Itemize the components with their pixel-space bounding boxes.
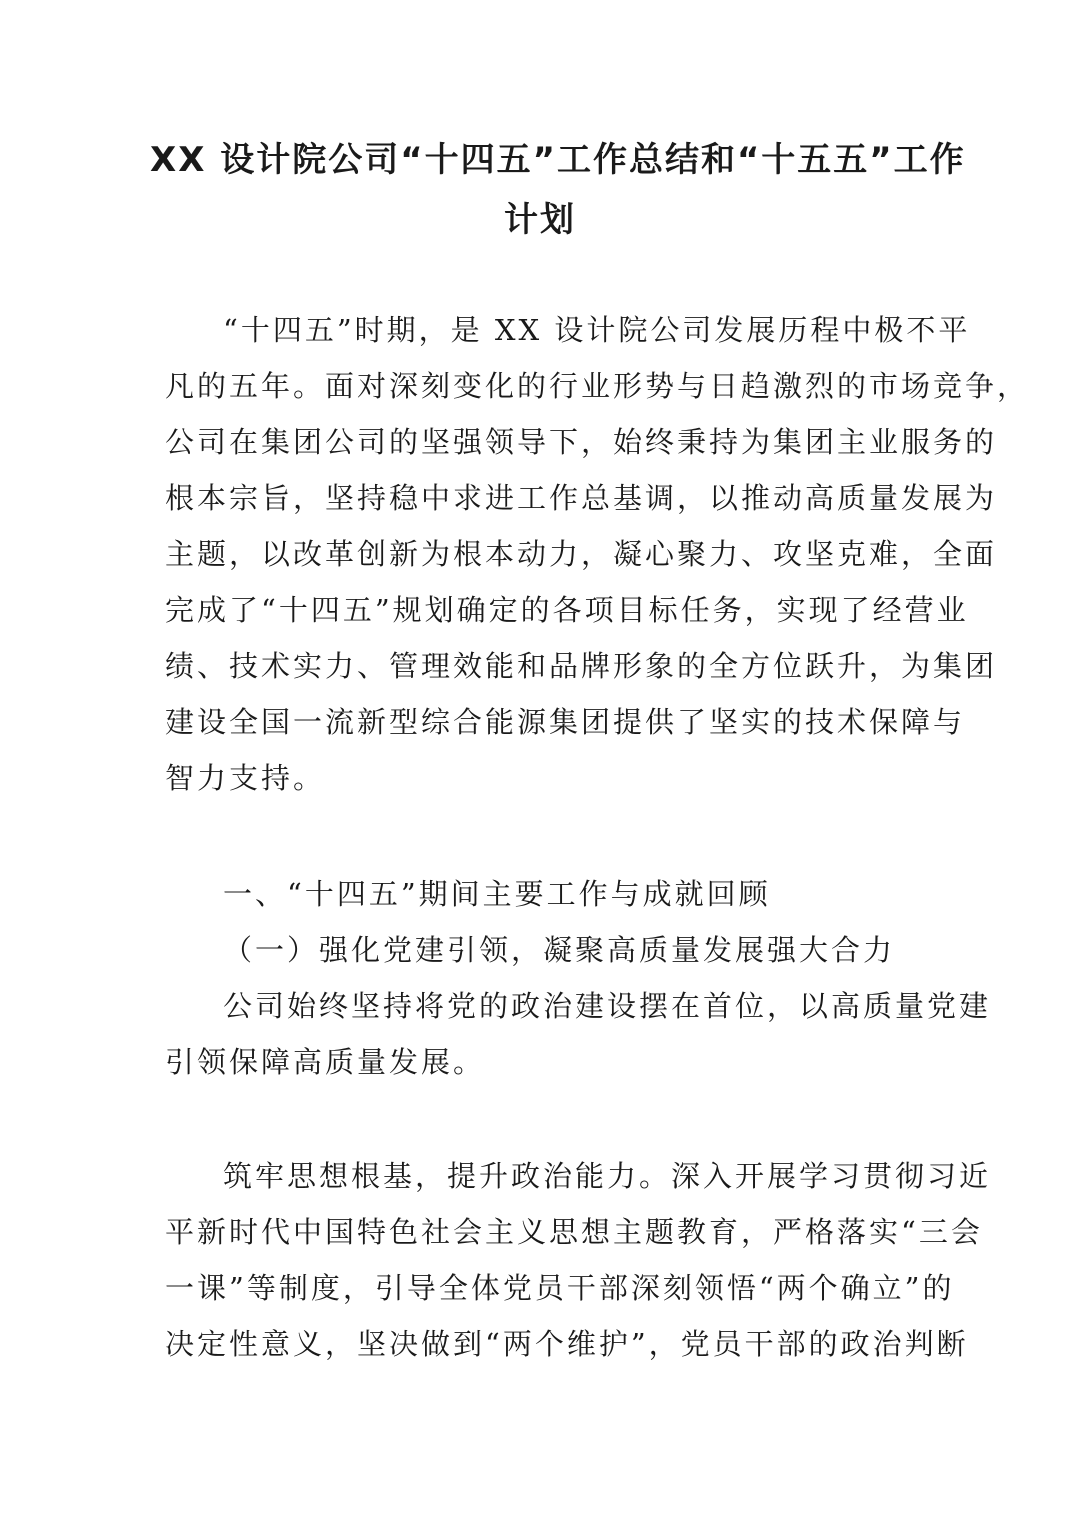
intro-line: 智力支持。 <box>165 761 326 795</box>
intro-line: “十四五”时期，是 XX 设计院公司发展历程中极不平 <box>223 313 971 347</box>
sub1-line: 公司始终坚持将党的政治建设摆在首位，以高质量党建 <box>223 989 992 1023</box>
para2-line: 平新时代中国特色社会主义思想主题教育，严格落实“三会 <box>165 1215 983 1249</box>
intro-line: 完成了“十四五”规划确定的各项目标任务，实现了经营业 <box>165 593 969 627</box>
intro-paragraph <box>165 302 1030 806</box>
intro-line: 根本宗旨，坚持稳中求进工作总基调，以推动高质量发展为 <box>165 481 998 515</box>
section-heading: 一、“十四五”期间主要工作与成就回顾 <box>223 877 771 911</box>
para2-line: 一课”等制度，引导全体党员干部深刻领悟“两个确立”的 <box>165 1271 955 1305</box>
intro-line: 凡的五年。面对深刻变化的行业形势与日趋激烈的市场竞争， <box>165 369 1030 403</box>
intro-line: 绩、技术实力、管理效能和品牌形象的全方位跃升，为集团 <box>165 649 998 683</box>
paragraph-2 <box>165 1148 992 1372</box>
document-title <box>150 130 966 250</box>
para2-line: 筑牢思想根基，提升政治能力。深入开展学习贯彻习近 <box>223 1159 992 1193</box>
intro-line: 建设全国一流新型综合能源集团提供了坚实的技术保障与 <box>165 705 966 739</box>
title-line-1: XX 设计院公司“十四五”工作总结和“十五五”工作 <box>150 140 966 180</box>
subsection-heading: （一）强化党建引领，凝聚高质量发展强大合力 <box>223 933 896 967</box>
intro-line: 公司在集团公司的坚强领导下，始终秉持为集团主业服务的 <box>165 425 998 459</box>
section-1 <box>165 866 992 1090</box>
para2-line: 决定性意义，坚决做到“两个维护”，党员干部的政治判断 <box>165 1327 969 1361</box>
sub1-line: 引领保障高质量发展。 <box>165 1045 486 1079</box>
intro-line: 主题，以改革创新为根本动力，凝心聚力、攻坚克难，全面 <box>165 537 998 571</box>
title-line-2: 计划 <box>504 200 576 240</box>
